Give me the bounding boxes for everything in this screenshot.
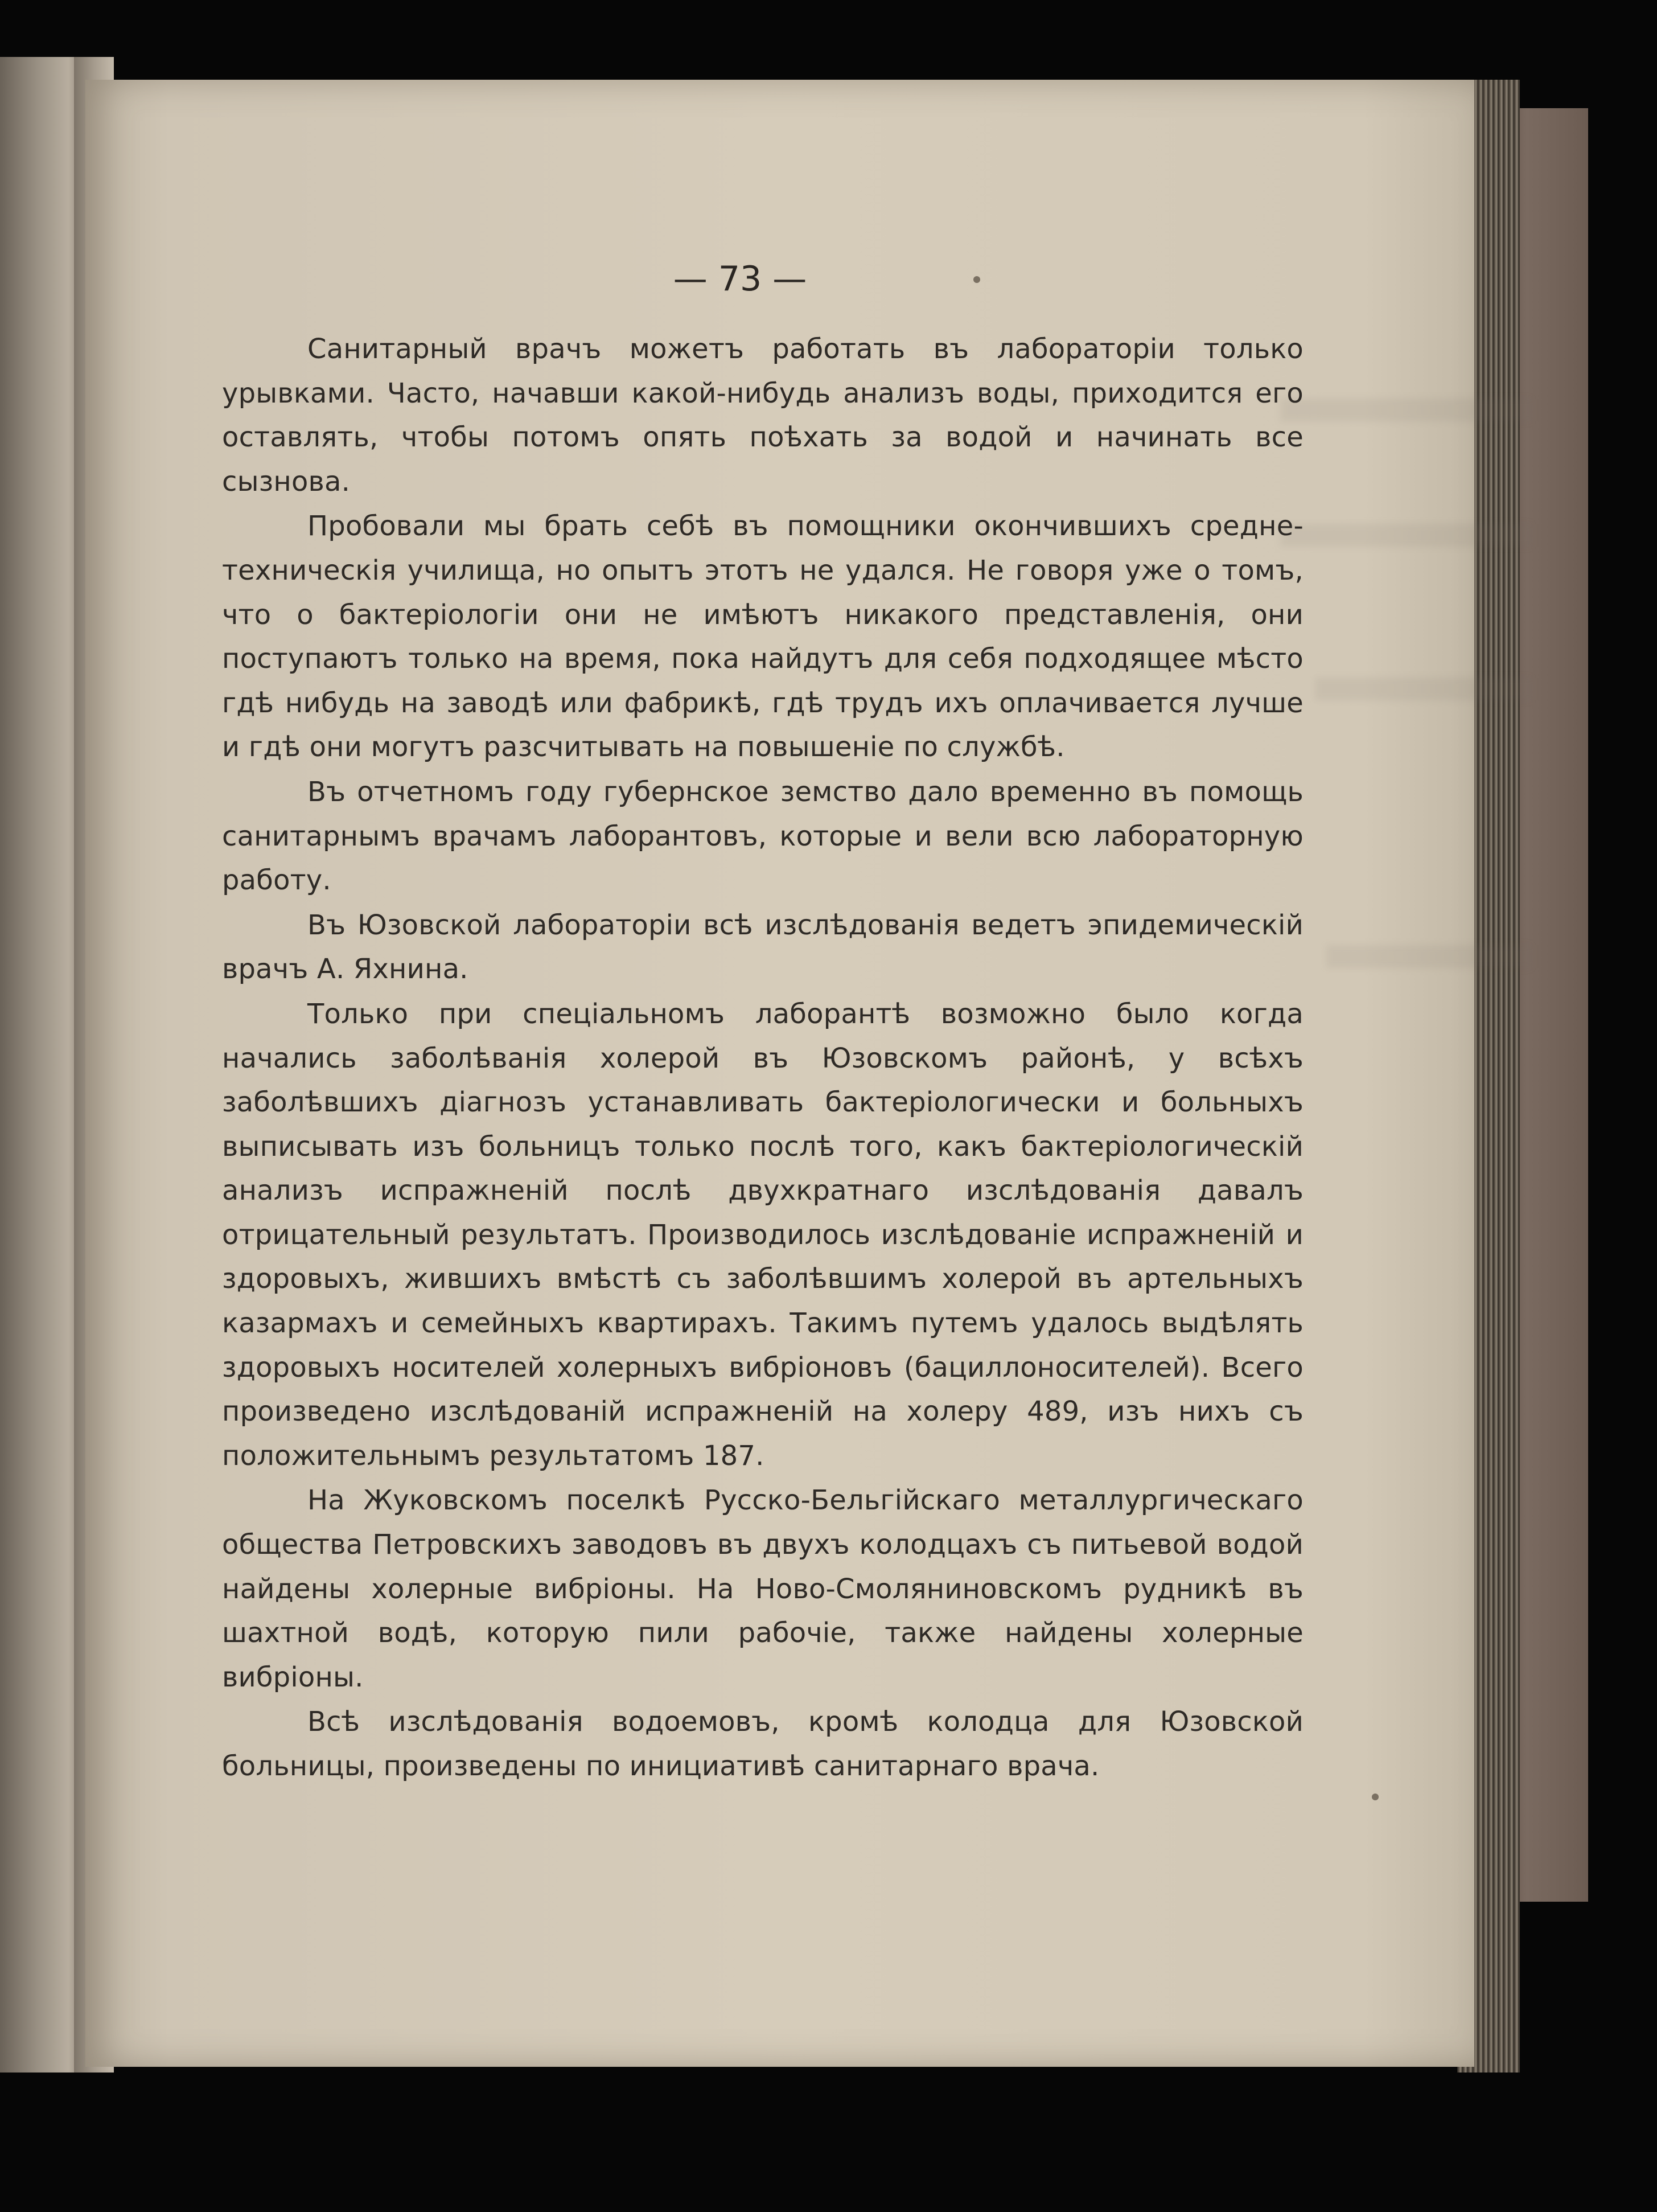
show-through-shadow [1281, 524, 1531, 547]
paragraph: Пробовали мы брать себѣ въ помощники окончившихъ средне-техническія училища, но опытъ этотъ не удался. Не говоря уже о томъ, что о бактеріологіи они не имѣютъ никакого представленія, они поступаютъ только на время, пока найдутъ для себя подходящее мѣсто гдѣ нибудь на заводѣ или фабрикѣ, гдѣ трудъ ихъ оплачивается лучше и гдѣ они могутъ разсчитывать на повышеніе по службѣ. [222, 510, 1304, 764]
paragraph: Въ Юзовской лабораторіи всѣ изслѣдованія ведетъ эпидемическій врачъ А. Яхнина. [222, 909, 1304, 986]
ink-speck [1372, 1794, 1379, 1800]
left-page-edge [0, 57, 85, 2073]
paragraph: Въ отчетномъ году губернское земство дало временно въ помощь санитарнымъ врачамъ лаборантовъ, которые и вели всю лабораторную работу. [222, 775, 1304, 897]
show-through-shadow [1326, 945, 1531, 968]
paragraph: Только при спеціальномъ лаборантѣ возможно было когда начались заболѣванія холерой въ Юзовскомъ районѣ, у всѣхъ заболѣвшихъ діагнозъ устанавливать бактеріологически и больныхъ выписывать изъ больницъ только послѣ того, какъ бактеріологическій анализъ испражненій послѣ двухкратнаго изслѣдованія давалъ отрицательный результатъ. Производилось изслѣдованіе испражненій и здоровыхъ, жившихъ вмѣстѣ съ заболѣвшимъ холерой въ артельныхъ казармахъ и семейныхъ квартирахъ. Такимъ путемъ удалось выдѣлять здоровыхъ носителей холерныхъ вибріоновъ (бациллоносителей). Всего произведено изслѣдованій испражненій на холеру 489, изъ нихъ съ положительнымъ результатомъ 187. [222, 998, 1304, 1472]
paragraph: Санитарный врачъ можетъ работать въ лабораторіи только урывками. Часто, начавши какой-нибудь анализъ воды, приходится его оставлять, чтобы потомъ опять поѣхать за водой и начинать все сызнова. [222, 333, 1304, 498]
paragraph: На Жуковскомъ поселкѣ Русско-Бельгійскаго металлургическаго общества Петровскихъ заводовъ въ двухъ колодцахъ съ питьевой водой найдены холерные вибріоны. На Ново-Смоляниновскомъ рудникѣ въ шахтной водѣ, которую пили рабочіе, также найдены холерные вибріоны. [222, 1484, 1304, 1693]
paragraph: Всѣ изслѣдованія водоемовъ, кромѣ колодца для Юзовской больницы, произведены по инициативѣ санитарнаго врача. [222, 1706, 1304, 1782]
ink-speck [973, 276, 980, 283]
page-text [222, 327, 1304, 1789]
show-through-shadow [1315, 678, 1531, 700]
page-number: — 73 — [673, 259, 807, 299]
show-through-shadow [1281, 399, 1531, 421]
